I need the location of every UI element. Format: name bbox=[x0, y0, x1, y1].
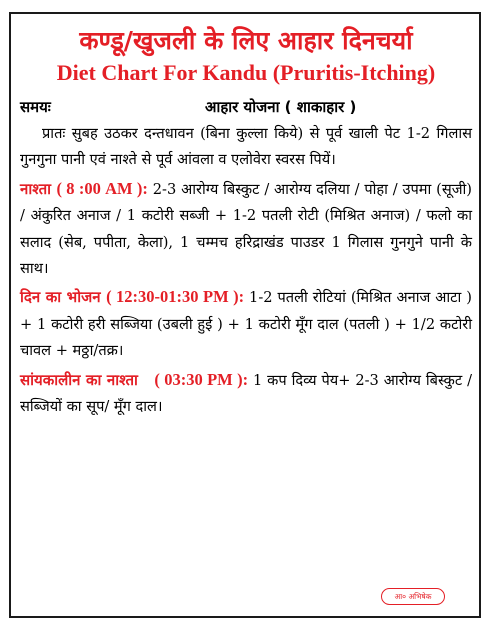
breakfast-label: नाश्ता bbox=[20, 179, 52, 198]
hindi-title: कण्डू/खुजली के लिए आहार दिनचर्या bbox=[79, 26, 413, 55]
breakfast-heading bbox=[20, 180, 148, 198]
evening-snack-text: 1 कप दिव्य पेय+ 2-3 आरोग्य बिस्कुट / सब्जियों का सूप/ मूँग दाल। bbox=[20, 371, 472, 416]
evening-snack-time: ( 03:30 PM ): bbox=[154, 369, 249, 389]
time-label: समयः bbox=[20, 98, 51, 116]
lunch-time: ( 12:30-01:30 PM ): bbox=[106, 287, 245, 307]
morning-instruction: प्रातः सुबह उठकर दन्तधावन (बिना कुल्ला किये) से पूर्व खाली पेट 1-2 गिलास गुनगुना पानी एवं नाश्ते से पूर्व आंवला व एलोवेरा स्वरस पियें। bbox=[20, 125, 472, 169]
diet-chart-content bbox=[20, 24, 472, 420]
lunch-text: 1-2 पतली रोटियां (मिश्रित अनाज आटा ) + 1 कटोरी हरी सब्जिया (उबली हुई ) + 1 कटोरी मूँग दाल (पतली ) + 1/2 कटोरी चावल + मठ्ठा/तक्र। bbox=[20, 289, 472, 360]
lunch-label: दिन का भोजन bbox=[20, 288, 101, 307]
lunch-section bbox=[20, 284, 472, 364]
evening-snack-heading bbox=[20, 371, 248, 389]
lunch-heading bbox=[20, 288, 244, 306]
breakfast-text: 2-3 आरोग्य बिस्कुट / आरोग्य दलिया / पोहा / उपमा (सूजी) / अंकुरित अनाज / 1 कटोरी सब्जी + 1-2 पतली रोटी (मिश्रित अनाज) / फलो का सलाद (सेब, पपीता, केला), 1 चम्मच हरिद्राखंड पाउडर 1 गिलास गुनगुने पानी के साथ। bbox=[20, 180, 472, 278]
breakfast-time: ( 8 :00 AM ): bbox=[56, 178, 148, 198]
evening-snack-label: सांयकालीन का नाश्ता bbox=[20, 370, 138, 389]
time-row bbox=[20, 94, 472, 121]
breakfast-section bbox=[20, 176, 472, 283]
evening-snack-section bbox=[20, 367, 472, 421]
author-stamp: आ० अभिषेक bbox=[381, 588, 445, 605]
diet-plan-label: आहार योजना ( शाकाहार ) bbox=[205, 98, 357, 116]
english-title: Diet Chart For Kandu (Pruritis-Itching) bbox=[56, 60, 436, 85]
